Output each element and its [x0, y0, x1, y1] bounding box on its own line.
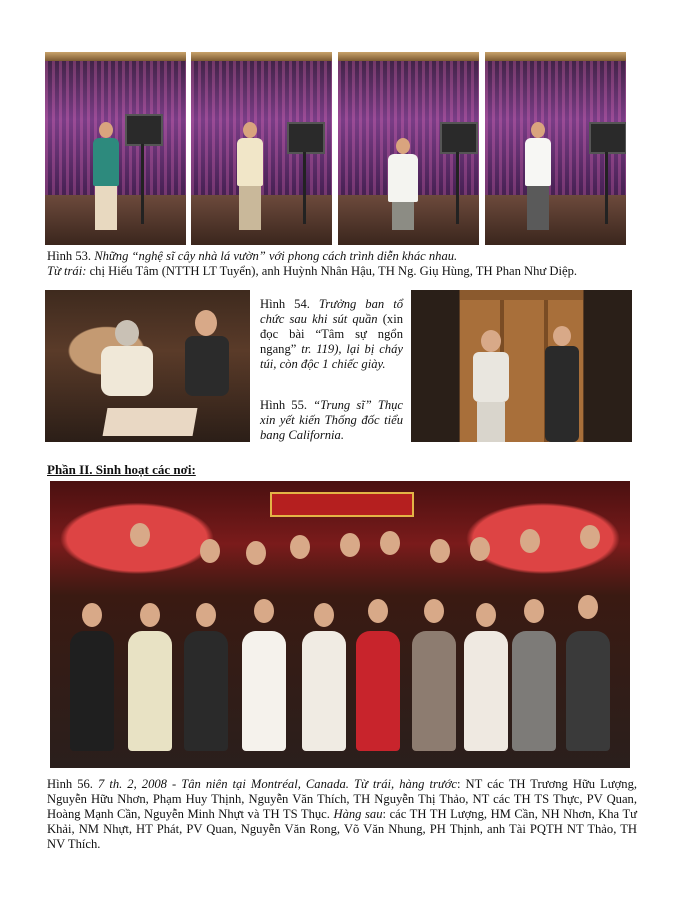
photo-54-organizer — [45, 290, 250, 442]
photo-55-governor — [411, 290, 632, 442]
caption-54-italic-1: Trưởng ban tổ chức sau khi sút quần — [260, 297, 403, 326]
photo-53-singer-4 — [485, 52, 626, 245]
photo-53-singer-1 — [45, 52, 186, 245]
caption-55-italic: “Trung sĩ” Thục xin yết kiến Thống đốc tiểu bang California. — [260, 398, 404, 442]
caption-54-plain: (xin đọc bài “Tâm sự ngổn ngang” — [260, 312, 403, 356]
caption-55-label: Hình 55. — [260, 398, 308, 412]
caption-54-italic-2: tr. 119), lại bị cháy túi, còn độc 1 chiếc giày. — [260, 342, 403, 371]
caption-53-title: Những “nghệ sĩ cây nhà lá vườn” với phong cách trình diễn khác nhau. — [94, 249, 458, 263]
caption-53-label: Hình 53. — [47, 249, 92, 263]
caption-53-names: chị Hiếu Tâm (NTTH LT Tuyển), anh Huỳnh Nhân Hậu, TH Ng. Giụ Hùng, TH Phan Như Diệp. — [89, 264, 578, 278]
caption-56-back-label: Hàng sau — [333, 807, 383, 821]
caption-53-from-left: Từ trái: — [47, 264, 87, 278]
photo-53-singer-3 — [338, 52, 479, 245]
caption-56 — [47, 777, 637, 852]
caption-56-label: Hình 56. — [47, 777, 93, 791]
caption-54-label: Hình 54. — [260, 297, 310, 311]
caption-56-front-row: : NT các TH Trương Hữu Lượng, Nguyễn Hữu Nhơn, Phạm Huy Thịnh, Nguyễn Văn Thích, TH Nguyễn Thị Thảo, NT các TH TS Thực, PV Quan, Hoàng Mạnh Cần, Nguyễn Minh Nhựt và TH TS Thục. — [47, 777, 638, 821]
caption-55 — [260, 398, 403, 443]
caption-56-italic: 7 th. 2, 2008 - Tân niên tại Montréal, Canada. Từ trái, hàng trước — [98, 777, 458, 791]
caption-56-back-row: : các TH TH Lượng, HM Cần, NH Nhơn, Kha Tư Khải, NM Nhựt, HT Phát, PV Quan, Nguyễn Văn Rong, Võ Văn Nhung, PH Thịnh, anh Tài PQTH NT Thảo, TH NV Thích. — [47, 807, 637, 851]
section-title: Phần II. Sinh hoạt các nơi: — [47, 462, 196, 477]
photo-56-group — [50, 481, 630, 768]
caption-53 — [47, 249, 637, 279]
photo-53-singer-2 — [191, 52, 332, 245]
caption-54 — [260, 297, 403, 372]
